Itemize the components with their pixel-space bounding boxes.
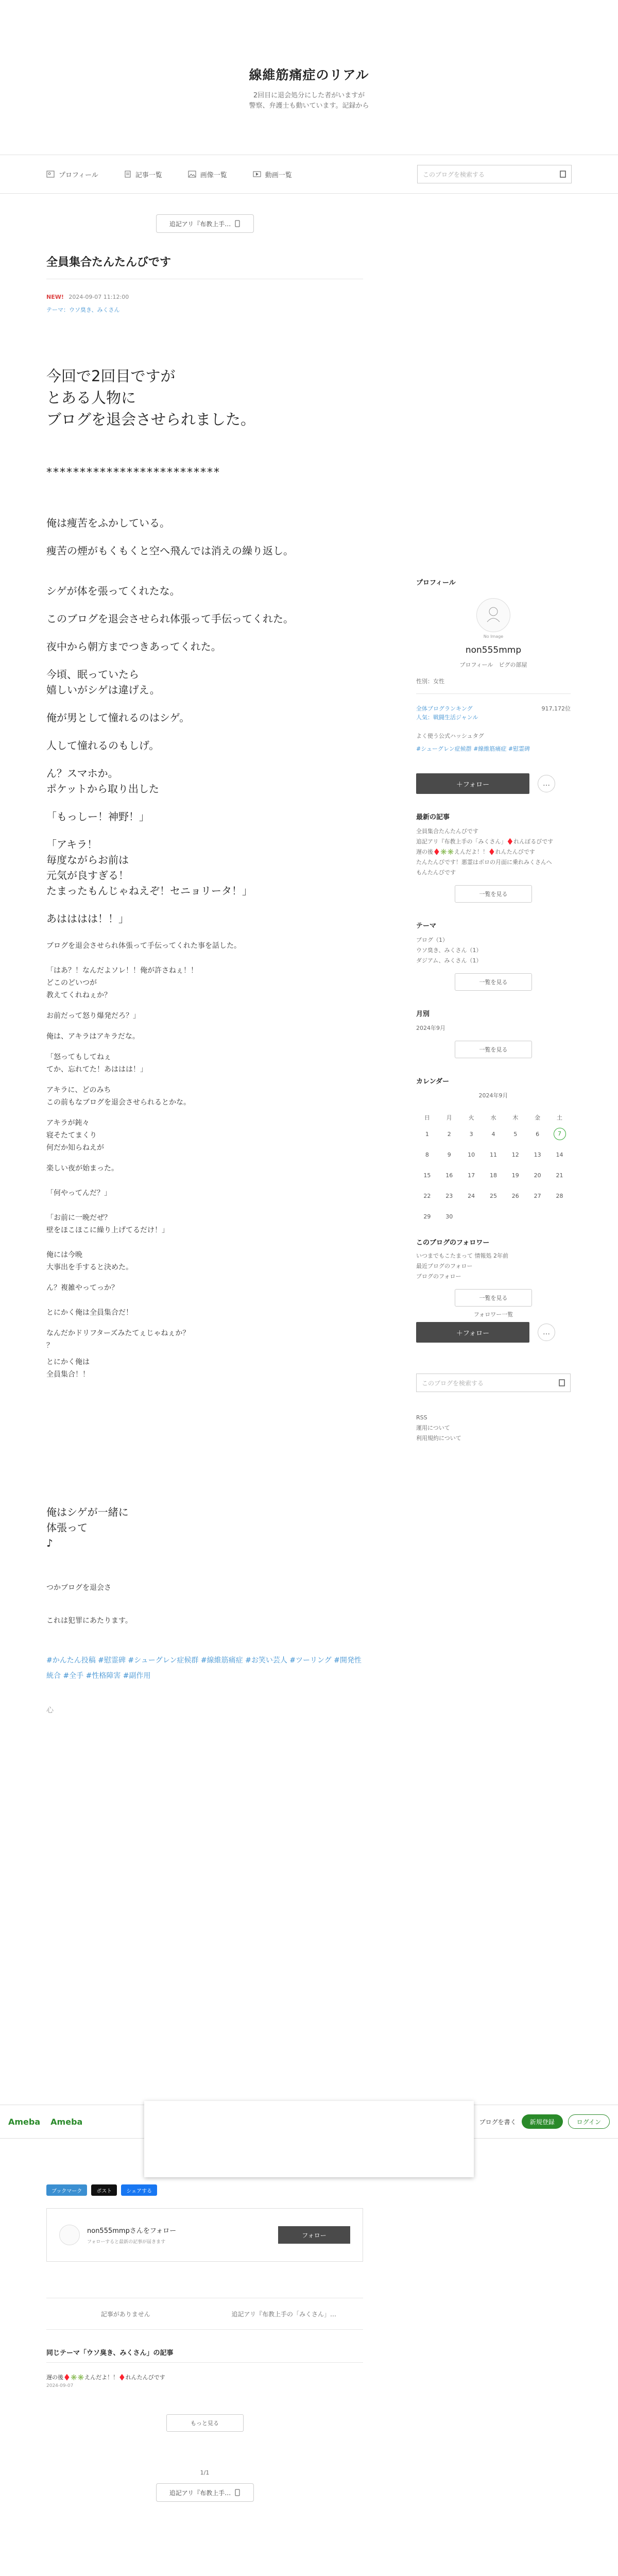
cal-day: 5	[513, 1130, 518, 1138]
entry-line: 俺はシゲが一緒に	[46, 1506, 129, 1518]
calendar-title: カレンダー	[416, 1078, 450, 1086]
app-open-button[interactable]	[156, 2483, 254, 2502]
recent-more-button[interactable]: 一覧を見る	[455, 885, 532, 903]
like-count[interactable]: 心	[46, 1706, 54, 1715]
follow-box-text	[87, 2225, 278, 2245]
ranking-value: 917,172位	[541, 705, 571, 712]
entry-title[interactable]: 全員集合たんたんびです	[46, 256, 171, 269]
cal-day: 10	[468, 1151, 475, 1158]
ranking-row[interactable]	[416, 704, 571, 713]
weekday: 日	[424, 1114, 430, 1121]
blog-description	[0, 91, 618, 111]
entry-line: 壁をほこほこに繰り上げてるだけ！」	[46, 1226, 169, 1234]
entry-line: アキラが鈍々	[46, 1119, 90, 1127]
entry-line: 今回で2回目ですが	[46, 367, 176, 385]
entry-line: ？	[46, 1342, 54, 1350]
image-icon	[188, 171, 196, 178]
entry-line: つかブログを退会さ	[46, 1584, 111, 1592]
rss-link[interactable]: RSS	[416, 1414, 427, 1421]
follow-row	[416, 1322, 571, 1343]
nav-label: 画像一覧	[200, 171, 227, 179]
cal-day: 14	[556, 1151, 563, 1158]
cal-day: 4	[491, 1130, 495, 1138]
entry-line: 全員集合！！	[46, 1370, 90, 1379]
desc-line: 2回目に退会処分にした者がいますが	[253, 92, 365, 99]
followers-more-button[interactable]: 一覧を見る	[455, 1289, 532, 1307]
theme-title: テーマ	[416, 922, 437, 930]
recent-item[interactable]: もんたんびです	[416, 869, 456, 876]
entry-line: 「怒ってもしてねぇ	[46, 1053, 111, 1061]
cal-day: 9	[447, 1151, 451, 1158]
cal-day: 1	[425, 1130, 429, 1138]
more-options-icon[interactable]: …	[538, 775, 555, 792]
calendar-month: 2024年9月	[478, 1092, 508, 1099]
entry-line: ブログを退会させられ体張って手伝ってくれた事を話した。	[46, 942, 241, 950]
entry-line: 「もっしー！神野！」	[46, 810, 149, 823]
theme-item[interactable]: ブログ（1）	[416, 937, 448, 943]
terms-link[interactable]: 利用規約について	[416, 1435, 461, 1442]
cal-day: 2	[447, 1130, 451, 1138]
prev-next	[46, 2298, 363, 2329]
theme-item[interactable]: ダジアム、みくさん（1）	[416, 957, 482, 964]
follow-row	[416, 773, 571, 794]
theme-more-button[interactable]: 一覧を見る	[455, 973, 532, 991]
cal-day: 15	[423, 1172, 431, 1179]
cal-day: 23	[445, 1192, 453, 1199]
profile-name[interactable]: non555mmp	[465, 645, 522, 655]
post-button[interactable]: ポスト	[91, 2184, 117, 2196]
cal-day: 25	[489, 1192, 497, 1199]
hashtag-list[interactable]: #かんたん投稿 #慰霊碑 #シューグレン症候群 #線維筋痛症 #お笑い芸人 #ツーリング #開発性統合 #全手 #性格障害 #副作用	[46, 1656, 362, 1680]
entry-line: なんだかドリフターズみたてぇじゃねぇか？	[46, 1329, 190, 1337]
sidebar-profile-title: プロフィール	[416, 579, 456, 587]
search-input[interactable]	[417, 165, 572, 183]
archive-title: 月別	[416, 1010, 430, 1018]
follow-button[interactable]: フォロー	[278, 2226, 350, 2244]
entry-meta	[46, 294, 363, 300]
same-theme-more-button[interactable]: もっと見る	[166, 2414, 244, 2432]
search-icon[interactable]	[559, 1379, 565, 1386]
same-theme-item[interactable]: 遅の後♦️✳️✳️えんだよ！！♦️れんたんびです	[46, 2374, 165, 2381]
next-entry[interactable]: 追記アリ『布教上手の「みくさん」…	[231, 2310, 337, 2318]
entry-body	[46, 365, 363, 1717]
entry-line: 大事出を手すると決めた。	[46, 1263, 133, 1272]
prev-entry: 記事がありません	[100, 2310, 150, 2318]
ranking-genre[interactable]: 人気：戦闘生活ジャンル	[416, 714, 478, 721]
nav-profile[interactable]	[46, 170, 98, 179]
entry-line: 毎度ながらお前は	[46, 854, 129, 866]
recent-item[interactable]: たんたんびです！悪霊はボロの月面に乗れみくさんへ	[416, 859, 552, 866]
recent-item[interactable]: 遅の後♦️✳️✳️えんだよ！！♦️れんたんびです	[416, 849, 535, 855]
entry-line: 今頃、眠っていたら	[46, 668, 139, 681]
avatar[interactable]	[476, 598, 510, 632]
entry-theme-link[interactable]: テーマ：ウソ臭き、みくさん	[46, 307, 120, 313]
phone-icon	[235, 220, 240, 227]
followers-title: このブログのフォロワー	[416, 1239, 490, 1247]
nav-label: プロフィール	[59, 171, 98, 179]
cal-day: 28	[556, 1192, 563, 1199]
login-button[interactable]: ログイン	[568, 2114, 610, 2129]
ameba-bar-actions	[479, 2114, 610, 2129]
entry-line: 「何やってんだ？」	[46, 1189, 111, 1197]
calendar	[416, 1111, 571, 1227]
main-content	[46, 194, 363, 1717]
ameba-logo-20th[interactable]: Ameba	[50, 2116, 83, 2127]
share-row	[46, 2184, 363, 2196]
cal-day: 30	[445, 1213, 453, 1220]
cal-day: 20	[534, 1172, 541, 1179]
entry-line: 楽しい夜が始まった。	[46, 1164, 118, 1173]
weekday: 月	[446, 1114, 452, 1121]
entry-line: 嬉しいがシゲは違げえ。	[46, 684, 160, 696]
entry-line: 「はあ？！なんだよソレ！！俺が許さねぇ！！	[46, 967, 198, 975]
cal-day: 17	[468, 1172, 475, 1179]
profile-sex: 性別：女性	[416, 678, 444, 685]
entry-line: このブログを退会させられ体張って手伝ってくれた。	[46, 613, 294, 625]
recent-item[interactable]: 全員集合たんたんびです	[416, 828, 478, 835]
entry-line: とある人物に	[46, 389, 136, 406]
entry-line: 俺は痩苦をふかしている。	[46, 517, 170, 529]
archive-item[interactable]: 2024年9月	[416, 1025, 445, 1031]
cal-day: 11	[489, 1151, 497, 1158]
cal-day: 8	[425, 1151, 429, 1158]
profile-links[interactable]: プロフィール ピグの部屋	[459, 662, 527, 668]
entry-line: 夜中から朝方までつきあってくれた。	[46, 640, 221, 653]
weekday: 金	[535, 1114, 541, 1121]
entry-line: 「お前に一晩だぜ？	[46, 1214, 111, 1222]
signup-button[interactable]: 新規登録	[522, 2114, 563, 2129]
write-blog-link[interactable]: ブログを書く	[479, 2118, 517, 2126]
nav-videos[interactable]	[253, 170, 292, 179]
avatar-label: No Image	[483, 634, 504, 639]
follow-button[interactable]: ＋フォロー	[416, 1322, 529, 1343]
follow-box	[46, 2208, 363, 2262]
divider	[416, 693, 571, 694]
nav-images[interactable]	[188, 170, 227, 179]
follower-item[interactable]: 最近ブログのフォロー	[416, 1263, 473, 1269]
separator-stars: **************************	[46, 466, 220, 479]
weekday: 木	[512, 1114, 519, 1121]
same-theme-date: 2024-09-07	[46, 2383, 74, 2388]
nav-entries[interactable]	[124, 170, 162, 179]
entry-line: これは犯罪にあたります。	[46, 1617, 132, 1625]
follow-button[interactable]: ＋フォロー	[416, 773, 529, 794]
archive-more-button[interactable]: 一覧を見る	[455, 1041, 532, 1058]
entry-line: 人して憧れるのもしげ。	[46, 739, 160, 752]
cal-day: 16	[445, 1172, 453, 1179]
phone-icon	[235, 2489, 240, 2496]
search-placeholder: このブログを検索する	[423, 171, 485, 178]
avatar	[59, 2225, 80, 2245]
desc-line: 警察、弁護士も動いています。記録から	[249, 102, 369, 110]
weekday: 火	[468, 1114, 474, 1121]
entry-line: てか、忘れてた！あははは！」	[46, 1065, 147, 1074]
cal-day: 29	[423, 1213, 431, 1220]
user-icon	[476, 598, 510, 632]
search-icon[interactable]	[560, 171, 566, 178]
global-nav	[0, 155, 618, 194]
user-icon	[46, 171, 55, 178]
entry-line: ポケットから取り出した	[46, 783, 159, 795]
entry-line: シゲが体を張ってくれたな。	[46, 585, 180, 597]
same-theme-title: 同じテーマ「ウソ臭き、みくさん」の記事	[46, 2349, 174, 2357]
follower-item[interactable]: ブログのフォロー	[416, 1273, 461, 1280]
recent-title: 最新の記事	[416, 814, 450, 821]
nav-label: 記事一覧	[135, 171, 162, 179]
app-button-label: 追記アリ『布教上手…	[169, 220, 231, 228]
search-placeholder: このブログを検索する	[422, 1379, 484, 1387]
cal-day: 26	[511, 1192, 519, 1199]
page-count: 1/1	[200, 2469, 210, 2476]
entry-line: 俺には今晩	[46, 1251, 82, 1259]
entry-line: この前もなブログを退会させられるとかな。	[46, 1098, 191, 1107]
entry-line: ん？複雑やってっか？	[46, 1284, 118, 1292]
follow-box-title: non555mmpさんをフォロー	[87, 2227, 177, 2235]
sidebar-search-input[interactable]	[416, 1374, 571, 1392]
share-button[interactable]: シェアする	[121, 2184, 157, 2196]
entry-line: どこのどいつが	[46, 979, 97, 987]
recent-item[interactable]: 追記アリ『布教上手の「みくさん」♦️れんぽるびです	[416, 838, 554, 845]
entry-line: アキラに、どのみち	[46, 1086, 111, 1094]
cal-day: 3	[469, 1130, 473, 1138]
entry-line: 何だか知らねえが	[46, 1144, 104, 1152]
entry-line: ん？スマホか。	[46, 767, 118, 779]
entry-date: 2024-09-07 11:12:00	[68, 294, 129, 300]
cal-day: 24	[468, 1192, 475, 1199]
entry-line: 寝そたてまくり	[46, 1131, 97, 1140]
cal-day: 13	[534, 1151, 541, 1158]
blog-header	[0, 0, 618, 155]
divider	[46, 2362, 363, 2363]
weekday: 土	[557, 1114, 563, 1121]
rules-link[interactable]: 運用について	[416, 1425, 450, 1431]
document-icon	[124, 171, 131, 178]
cal-day: 6	[536, 1130, 540, 1138]
entry-line: 痩苦の煙がもくもくと空へ飛んでは消えの繰り返し。	[46, 545, 294, 557]
ranking-label: 全体ブログランキング	[416, 705, 473, 712]
cal-day-today[interactable]: 7	[548, 1124, 571, 1144]
ameba-logo[interactable]: Ameba	[8, 2116, 41, 2127]
entry-line: ブログを退会させられました。	[46, 411, 256, 428]
cal-day: 19	[511, 1172, 519, 1179]
sidebar	[416, 577, 571, 1444]
cal-day: 12	[511, 1151, 519, 1158]
entry-line: 「アキラ！	[46, 838, 98, 851]
entry-line: ♪	[46, 1537, 53, 1549]
entry-line: 俺は、アキラはアキラだな。	[46, 1032, 140, 1041]
divider	[46, 2329, 363, 2330]
new-badge: NEW!	[46, 294, 64, 300]
app-button-label: 追記アリ『布教上手…	[169, 2489, 231, 2497]
entry-line: 教えてくれねぇか？	[46, 991, 111, 999]
app-open-button[interactable]	[156, 214, 254, 233]
lower-content	[46, 2133, 363, 2502]
cal-day: 22	[423, 1192, 431, 1199]
cal-day: 21	[556, 1172, 563, 1179]
bookmark-button[interactable]: ブックマーク	[46, 2184, 87, 2196]
blog-title[interactable]: 線維筋痛症のリアル	[249, 67, 369, 82]
weekday: 水	[490, 1114, 496, 1121]
cal-day: 18	[489, 1172, 497, 1179]
follow-box-sub: フォローすると最新の記事が届きます	[87, 2240, 166, 2245]
hashtag-title: よく使う公式ハッシュタグ	[416, 733, 484, 739]
more-options-icon[interactable]: …	[538, 1324, 555, 1341]
follower-list-link[interactable]: フォロワー一覧	[473, 1311, 513, 1318]
follower-item[interactable]: いつまでもこたまって 情報処 2年前	[416, 1252, 508, 1259]
entry-line: あはははは！！」	[46, 912, 129, 925]
entry-line: とにかく俺は全員集合だ！	[46, 1309, 133, 1317]
nav-label: 動画一覧	[265, 171, 292, 179]
sidebar-hashtags[interactable]: #シューグレン症候群 #線維筋痛症 #慰霊碑	[416, 745, 530, 752]
theme-item[interactable]: ウソ臭き、みくさん（1）	[416, 947, 482, 954]
entry-line: 俺が男として憧れるのはシゲ。	[46, 711, 190, 724]
cal-day: 27	[534, 1192, 541, 1199]
entry-line: お前だって怒り爆発だろ？」	[46, 1012, 140, 1020]
entry-line: 体張って	[46, 1521, 88, 1534]
entry-line: 元気が良すぎる！	[46, 869, 129, 882]
entry-line: たまったもんじゃねえぞ！セニョリータ！」	[46, 885, 252, 897]
entry-line: とにかく俺は	[46, 1358, 90, 1366]
video-icon	[253, 171, 261, 178]
